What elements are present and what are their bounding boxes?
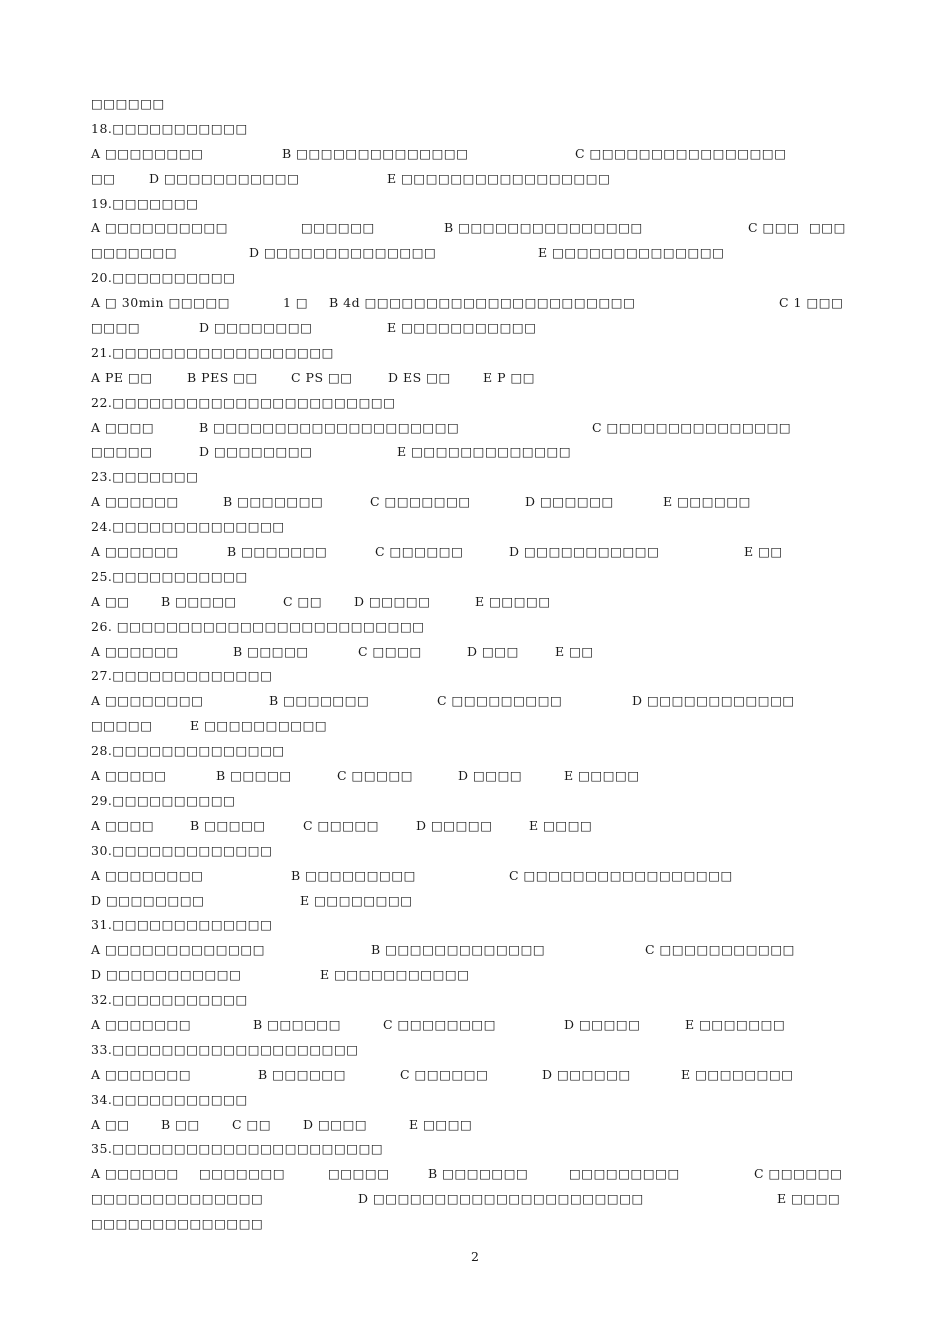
- option-c: C □□□□□□: [754, 1166, 843, 1182]
- text-segment: 20.□□□□□□□□□□: [91, 270, 236, 286]
- options-line: [91, 1187, 851, 1212]
- option-e: E □□□□□□□□: [300, 892, 413, 908]
- option-b: B □□□□□: [161, 593, 237, 609]
- option-a: A □□□□□□: [91, 643, 179, 659]
- option-b: B □□□□□□□: [428, 1166, 529, 1182]
- option-b: B PES □□: [187, 369, 258, 385]
- option-b: B □□□□□□□: [269, 693, 370, 709]
- question-stem-26: [91, 615, 851, 640]
- text-segment: □□□□□□□□□□□□□□: [91, 1216, 264, 1232]
- text-segment: □□□: [809, 220, 846, 236]
- option-d: D □□□□□□□□□□□□□□□□□□□□□□: [358, 1191, 644, 1207]
- option-e: E □□□□: [777, 1191, 841, 1207]
- text-segment: □□□□□□□□□: [569, 1166, 680, 1182]
- option-d: D □□□□□□□□: [91, 892, 205, 908]
- option-e: E □□□□□□□□: [681, 1066, 794, 1082]
- text-segment: □□□□□: [91, 444, 153, 460]
- option-b: B □□□□□□: [253, 1016, 342, 1032]
- text-segment: 35.□□□□□□□□□□□□□□□□□□□□□□: [91, 1141, 384, 1157]
- options-line: [91, 490, 851, 515]
- option-a: A □□□□□□□□: [91, 693, 204, 709]
- option-e: E □□: [555, 643, 594, 659]
- option-c: C □□□□□□□□□: [437, 693, 563, 709]
- options-line: [91, 241, 851, 266]
- text-segment: □□□□□: [328, 1166, 390, 1182]
- option-d: D □□□□□□□□□□□: [91, 967, 242, 983]
- option-d: D □□□□□: [354, 593, 431, 609]
- question-stem-27: [91, 664, 851, 689]
- option-d: D □□□□□□□□□□□□: [632, 693, 795, 709]
- option-b: B □□□□□□□□□□□□□: [371, 942, 546, 958]
- option-e: E □□: [744, 544, 783, 560]
- text-segment: 19.□□□□□□□: [91, 195, 199, 211]
- text-segment: 21.□□□□□□□□□□□□□□□□□□: [91, 344, 334, 360]
- text-segment: 25.□□□□□□□□□□□: [91, 568, 248, 584]
- options-line: [91, 640, 851, 665]
- text-line: [91, 92, 851, 117]
- option-c: C □□□□□: [303, 817, 380, 833]
- option-d: D □□□□□□□□: [199, 444, 313, 460]
- option-b: B □□□□□□□: [227, 544, 328, 560]
- option-d: D □□□□□□□□□□□: [509, 544, 660, 560]
- question-stem-30: [91, 839, 851, 864]
- option-d: D □□□□□: [564, 1016, 641, 1032]
- option-e: E □□□□□□□□□□□: [320, 967, 470, 983]
- option-c: C PS □□: [291, 369, 353, 385]
- option-a: A □□□□□□: [91, 494, 179, 510]
- question-stem-19: [91, 192, 851, 217]
- option-d: D □□□□□: [416, 817, 493, 833]
- text-segment: □□: [91, 170, 116, 186]
- text-segment: 33.□□□□□□□□□□□□□□□□□□□□: [91, 1041, 359, 1057]
- option-a: A PE □□: [91, 369, 153, 385]
- options-line: [91, 889, 851, 914]
- options-line: [91, 1113, 851, 1138]
- option-a: A □□: [91, 1116, 130, 1132]
- text-line: [91, 1212, 851, 1237]
- option-d: D ES □□: [388, 369, 451, 385]
- option-e: E □□□□: [409, 1116, 473, 1132]
- option-b: B □□□□□: [216, 768, 292, 784]
- options-line: [91, 938, 851, 963]
- option-c: C □□□□□□□□□□□□□□□□: [575, 145, 787, 161]
- option-b: B □□□□□□: [258, 1066, 347, 1082]
- option-c: C □□□□□□□□: [383, 1016, 497, 1032]
- question-stem-31: [91, 913, 851, 938]
- question-stem-34: [91, 1088, 851, 1113]
- options-line: [91, 764, 851, 789]
- question-stem-20: [91, 266, 851, 291]
- option-a: A □□□□: [91, 817, 155, 833]
- option-e: E □□□□□□□□□□□: [387, 320, 537, 336]
- option-a: A □□□□□□□□□□: [91, 220, 229, 236]
- option-d: D □□□□: [458, 768, 523, 784]
- option-d: D □□□□□□□□□□□□□□: [249, 245, 437, 261]
- options-line: [91, 1063, 851, 1088]
- option-d: D □□□□□□□□: [199, 320, 313, 336]
- options-line: [91, 1162, 851, 1187]
- text-segment: 34.□□□□□□□□□□□: [91, 1091, 248, 1107]
- options-line: [91, 540, 851, 565]
- options-line: [91, 689, 851, 714]
- text-segment: 23.□□□□□□□: [91, 469, 199, 485]
- option-e: E □□□□□□□: [685, 1016, 786, 1032]
- text-segment: 30.□□□□□□□□□□□□□: [91, 842, 273, 858]
- question-stem-25: [91, 565, 851, 590]
- option-d: D □□□□□□: [525, 494, 614, 510]
- question-stem-21: [91, 341, 851, 366]
- options-line: [91, 963, 851, 988]
- text-segment: □□□□: [91, 320, 141, 336]
- option-b: B □□□□□: [233, 643, 309, 659]
- question-stem-28: [91, 739, 851, 764]
- option-a: A □□: [91, 593, 130, 609]
- text-segment: □□□□□: [91, 718, 153, 734]
- option-a: A □ 30min □□□□□: [91, 295, 231, 311]
- text-segment: □□□□□□□: [199, 1166, 286, 1182]
- question-stem-18: [91, 117, 851, 142]
- option-b: B □□□□□□□□□□□□□□: [282, 145, 469, 161]
- option-b: B 4d □□□□□□□□□□□□□□□□□□□□□□: [329, 295, 636, 311]
- text-segment: 22.□□□□□□□□□□□□□□□□□□□□□□□: [91, 394, 396, 410]
- text-segment: 24.□□□□□□□□□□□□□□: [91, 519, 285, 535]
- text-segment: 27.□□□□□□□□□□□□□: [91, 668, 273, 684]
- options-line: [91, 864, 851, 889]
- question-stem-32: [91, 988, 851, 1013]
- options-line: [91, 216, 851, 241]
- option-b: B □□□□□: [190, 817, 266, 833]
- option-a: A □□□□□□□□: [91, 145, 204, 161]
- options-line: [91, 714, 851, 739]
- text-segment: □□□□□□: [301, 220, 375, 236]
- text-segment: □□□□□□□: [91, 245, 178, 261]
- option-e: E □□□□□□: [663, 494, 751, 510]
- text-segment: 18.□□□□□□□□□□□: [91, 120, 248, 136]
- options-line: [91, 291, 851, 316]
- options-line: [91, 167, 851, 192]
- text-segment: 31.□□□□□□□□□□□□□: [91, 917, 273, 933]
- option-a: A □□□□: [91, 419, 155, 435]
- options-line: [91, 440, 851, 465]
- option-e: E □□□□□□□□□□□□□: [397, 444, 572, 460]
- option-a: A □□□□□□□: [91, 1066, 192, 1082]
- option-b: B □□□□□□□□□□□□□□□□□□□□: [199, 419, 460, 435]
- option-c: C □□□: [748, 220, 800, 236]
- options-line: [91, 416, 851, 441]
- option-e: E □□□□□□□□□□: [190, 718, 328, 734]
- option-c: C □□: [232, 1116, 272, 1132]
- option-d: D □□□: [467, 643, 519, 659]
- option-c: C 1 □□□: [779, 295, 844, 311]
- text-segment: 29.□□□□□□□□□□: [91, 792, 236, 808]
- option-c: C □□□□□: [337, 768, 414, 784]
- option-c: C □□□□: [358, 643, 422, 659]
- option-b: B □□□□□□□□□: [291, 867, 416, 883]
- text-segment: 26. □□□□□□□□□□□□□□□□□□□□□□□□□: [91, 618, 425, 634]
- text-segment: 28.□□□□□□□□□□□□□□: [91, 743, 285, 759]
- option-a: A □□□□□□: [91, 1166, 179, 1182]
- question-stem-22: [91, 391, 851, 416]
- question-stem-24: [91, 515, 851, 540]
- text-segment: 32.□□□□□□□□□□□: [91, 992, 248, 1008]
- option-e: E □□□□□: [564, 768, 640, 784]
- option-a: A □□□□□□□: [91, 1016, 192, 1032]
- option-b: B □□□□□□□□□□□□□□□: [444, 220, 643, 236]
- option-c: C □□□□□□□□□□□: [645, 942, 795, 958]
- text-segment: □□□□□□□□□□□□□□: [91, 1191, 264, 1207]
- option-d: D □□□□: [303, 1116, 368, 1132]
- options-line: [91, 590, 851, 615]
- option-a: A □□□□□□□□: [91, 867, 204, 883]
- question-stem-33: [91, 1038, 851, 1063]
- options-line: [91, 142, 851, 167]
- question-stem-23: [91, 465, 851, 490]
- question-list: [91, 92, 851, 1237]
- question-stem-29: [91, 789, 851, 814]
- options-line: [91, 316, 851, 341]
- option-a: A □□□□□□: [91, 544, 179, 560]
- option-e: E □□□□: [529, 817, 593, 833]
- option-b: B □□□□□□□: [223, 494, 324, 510]
- option-c: C □□□□□□□: [370, 494, 471, 510]
- option-e: E □□□□□: [475, 593, 551, 609]
- option-c: C □□□□□□: [400, 1066, 489, 1082]
- options-line: [91, 1013, 851, 1038]
- option-a: A □□□□□: [91, 768, 167, 784]
- options-line: [91, 366, 851, 391]
- option-c: C □□□□□□□□□□□□□□□□□: [509, 867, 733, 883]
- option-b: B □□: [161, 1116, 200, 1132]
- options-line: [91, 814, 851, 839]
- page-number: 2: [471, 1249, 479, 1264]
- option-e: E P □□: [483, 369, 536, 385]
- option-a: A □□□□□□□□□□□□□: [91, 942, 266, 958]
- option-e: E □□□□□□□□□□□□□□□□□: [387, 170, 611, 186]
- option-d: D □□□□□□: [542, 1066, 631, 1082]
- option-e: E □□□□□□□□□□□□□□: [538, 245, 725, 261]
- option-c: C □□□□□□□□□□□□□□□: [592, 419, 792, 435]
- option-d: D □□□□□□□□□□□: [149, 170, 300, 186]
- question-stem-35: [91, 1137, 851, 1162]
- option-c: C □□: [283, 593, 323, 609]
- option-c: C □□□□□□: [375, 544, 464, 560]
- text-segment: □□□□□□: [91, 96, 165, 111]
- text-segment: 1 □: [283, 295, 309, 311]
